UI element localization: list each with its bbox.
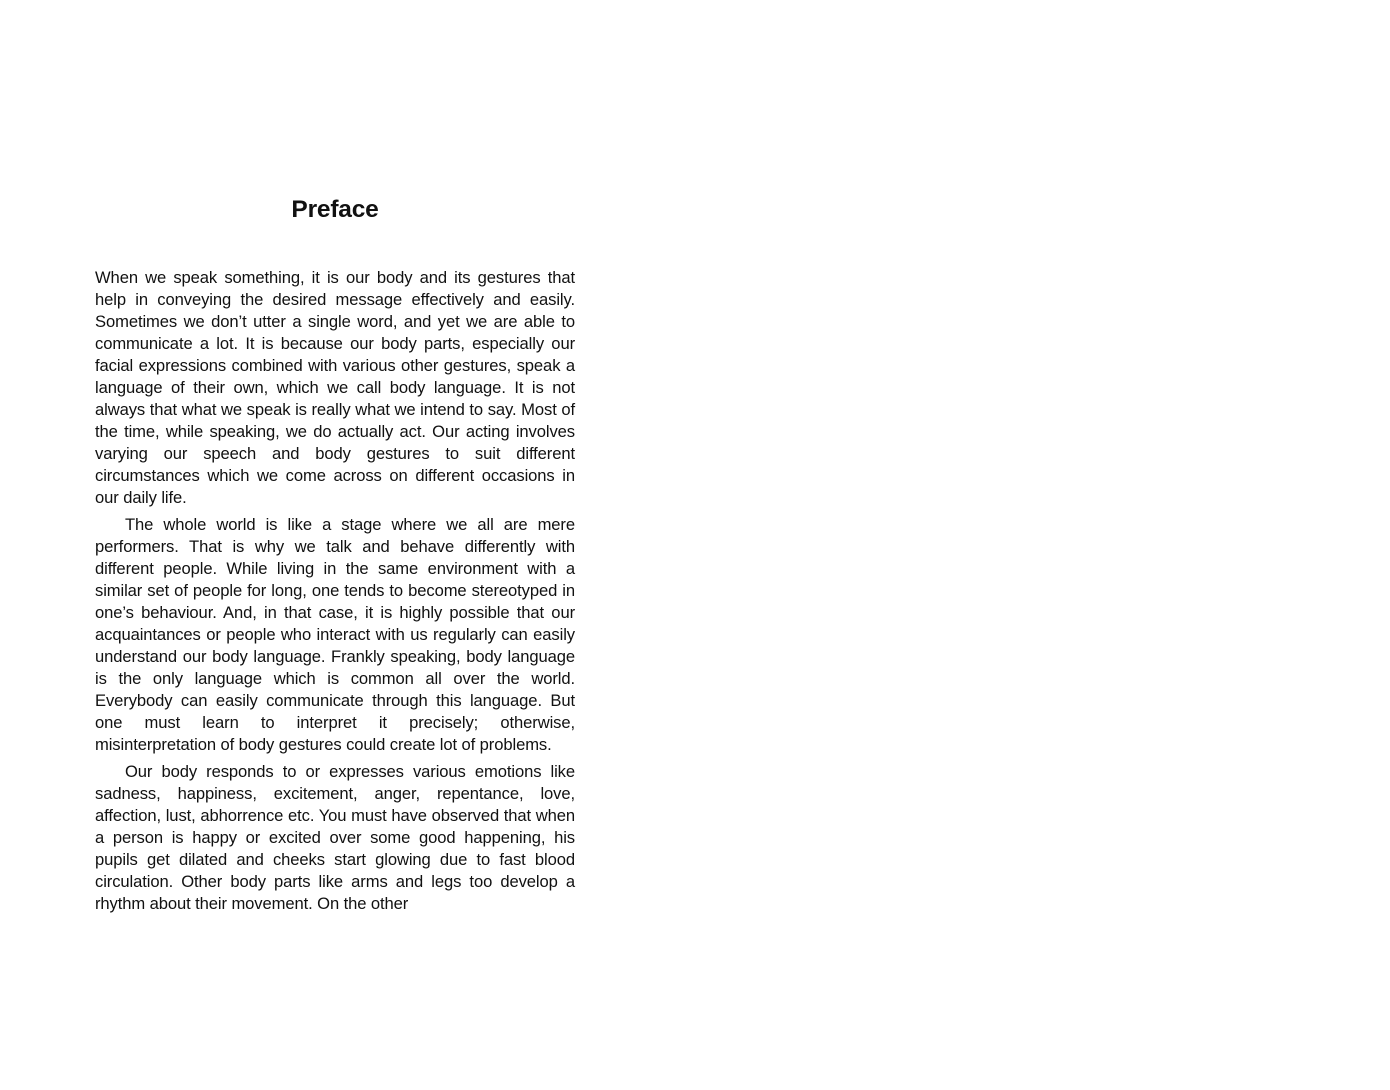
paragraph-1: When we speak something, it is our body and its gestures that help in conveying the desired message effectively and easily. Sometimes we don’t utter a single word, and yet we are able to communicate a lot. It is because our body parts, especially our facial expressions combined with various other gestures, speak a language of their own, which we call body language. It is not always that what we speak is really what we intend to say. Most of the time, while speaking, we do actually act. Our acting involves varying our speech and body gestures to suit different circumstances which we come across on different occasions in our daily life. xyxy=(95,268,575,507)
page-title: Preface xyxy=(291,196,379,223)
paragraph-3: Our body responds to or expresses various emotions like sadness, happiness, excitement, anger, repentance, love, affection, lust, abhorrence etc. You must have observed that when a person is happy or excited over some good happening, his pupils get dilated and cheeks start glowing due to fast blood circulation. Other body parts like arms and legs too develop a rhythm about their movement. On the other xyxy=(95,762,575,913)
preface-page xyxy=(95,193,575,915)
paragraph-2: The whole world is like a stage where we all are mere performers. That is why we talk and behave differently with different people. While living in the same environment with a similar set of people for long, one tends to become stereotyped in one’s behaviour. And, in that case, it is highly possible that our acquaintances or people who interact with us regularly can easily understand our body language. Frankly speaking, body language is the only language which is common all over the world. Everybody can easily communicate through this language. But one must learn to interpret it precisely; otherwise, misinterpretation of body gestures could create lot of problems. xyxy=(95,515,575,754)
